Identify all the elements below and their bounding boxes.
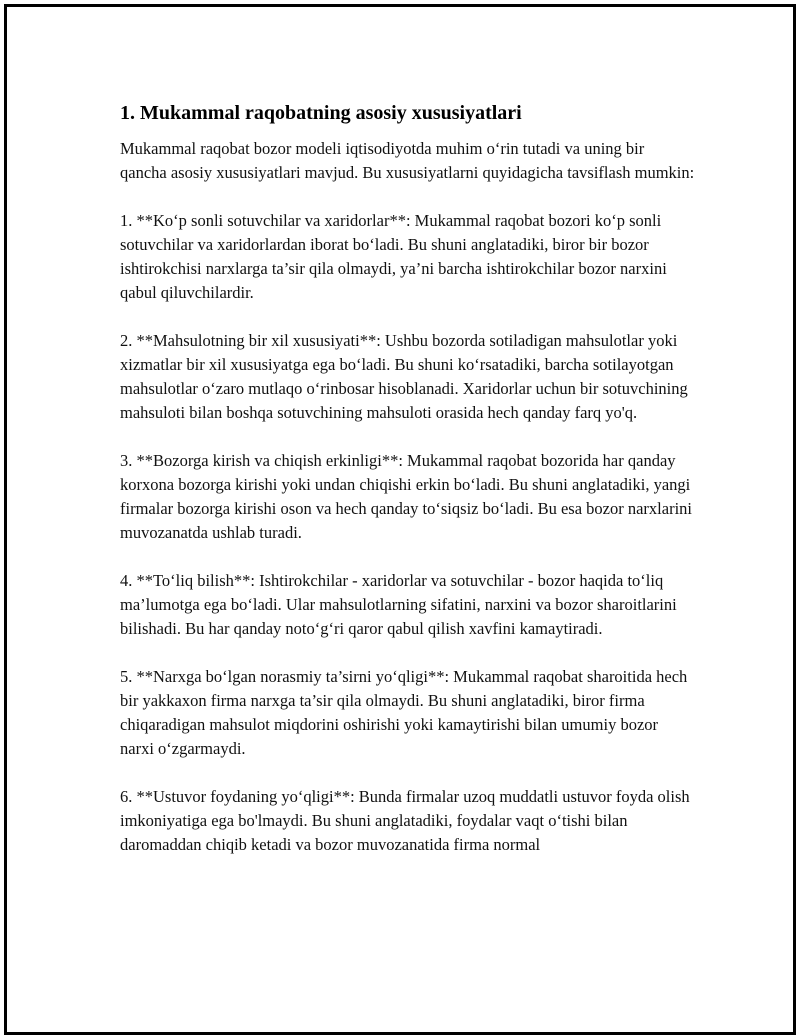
intro-paragraph: Mukammal raqobat bozor modeli iqtisodiyotda muhim o‘rin tutadi va uning bir qancha asosiy xususiyatlari mavjud. Bu xususiyatlarni quyidagicha tavsiflash mumkin: (120, 139, 695, 182)
document-body (120, 91, 695, 881)
list-item-3-paragraph: 3. **Bozorga kirish va chiqish erkinligi**: Mukammal raqobat bozorida har qanday korxona bozorga kirishi yoki undan chiqishi erkin bo‘ladi. Bu shuni anglatadiki, yangi firmalar bozorga kirishi oson va hech qanday to‘siqsiz bo‘ladi. Bu esa bozor narxlarini muvozanatda ushlab turadi. (120, 451, 692, 542)
list-item-4-paragraph: 4. **To‘liq bilish**: Ishtirokchilar - xaridorlar va sotuvchilar - bozor haqida to‘liq ma’lumotga ega bo‘ladi. Ular mahsulotlarning sifatini, narxini va bozor sharoitlarini bilishadi. Bu har qanday noto‘g‘ri qaror qabul qilish xavfini kamaytiradi. (120, 571, 677, 638)
section-heading: 1. Mukammal raqobatning asosiy xususiyatlari (120, 102, 522, 124)
list-item-2-paragraph: 2. **Mahsulotning bir xil xususiyati**: Ushbu bozorda sotiladigan mahsulotlar yoki xizmatlar bir xil xususiyatga ega bo‘ladi. Bu shuni ko‘rsatadiki, barcha sotilayotgan mahsulotlar o‘zaro mutlaqo o‘rinbosar hisoblanadi. Xaridorlar uchun bir sotuvchining mahsuloti bilan boshqa sotuvchining mahsuloti orasida hech qanday farq yo'q. (120, 331, 688, 422)
list-item-5-paragraph: 5. **Narxga bo‘lgan norasmiy ta’sirni yo‘qligi**: Mukammal raqobat sharoitida hech bir yakkaxon firma narxga ta’sir qila olmaydi. Bu shuni anglatadiki, biror firma chiqaradigan mahsulot miqdorini oshirishi yoki kamaytirishi bilan umumiy bozor narxi o‘zgarmaydi. (120, 667, 688, 758)
list-item-6-paragraph: 6. **Ustuvor foydaning yo‘qligi**: Bunda firmalar uzoq muddatli ustuvor foyda olish imkoniyatiga ega bo'lmaydi. Bu shuni anglatadiki, foydalar vaqt o‘tishi bilan daromaddan chiqib ketadi va bozor muvozanatida firma normal (120, 787, 690, 854)
page-frame (4, 4, 796, 1035)
list-item-1-paragraph: 1. **Ko‘p sonli sotuvchilar va xaridorlar**: Mukammal raqobat bozori ko‘p sonli sotuvchilar va xaridorlardan iborat bo‘ladi. Bu shuni anglatadiki, biror bir bozor ishtirokchisi narxlarga ta’sir qila olmaydi, ya’ni barcha ishtirokchilar bozor narxini qabul qiluvchilardir. (120, 211, 667, 302)
